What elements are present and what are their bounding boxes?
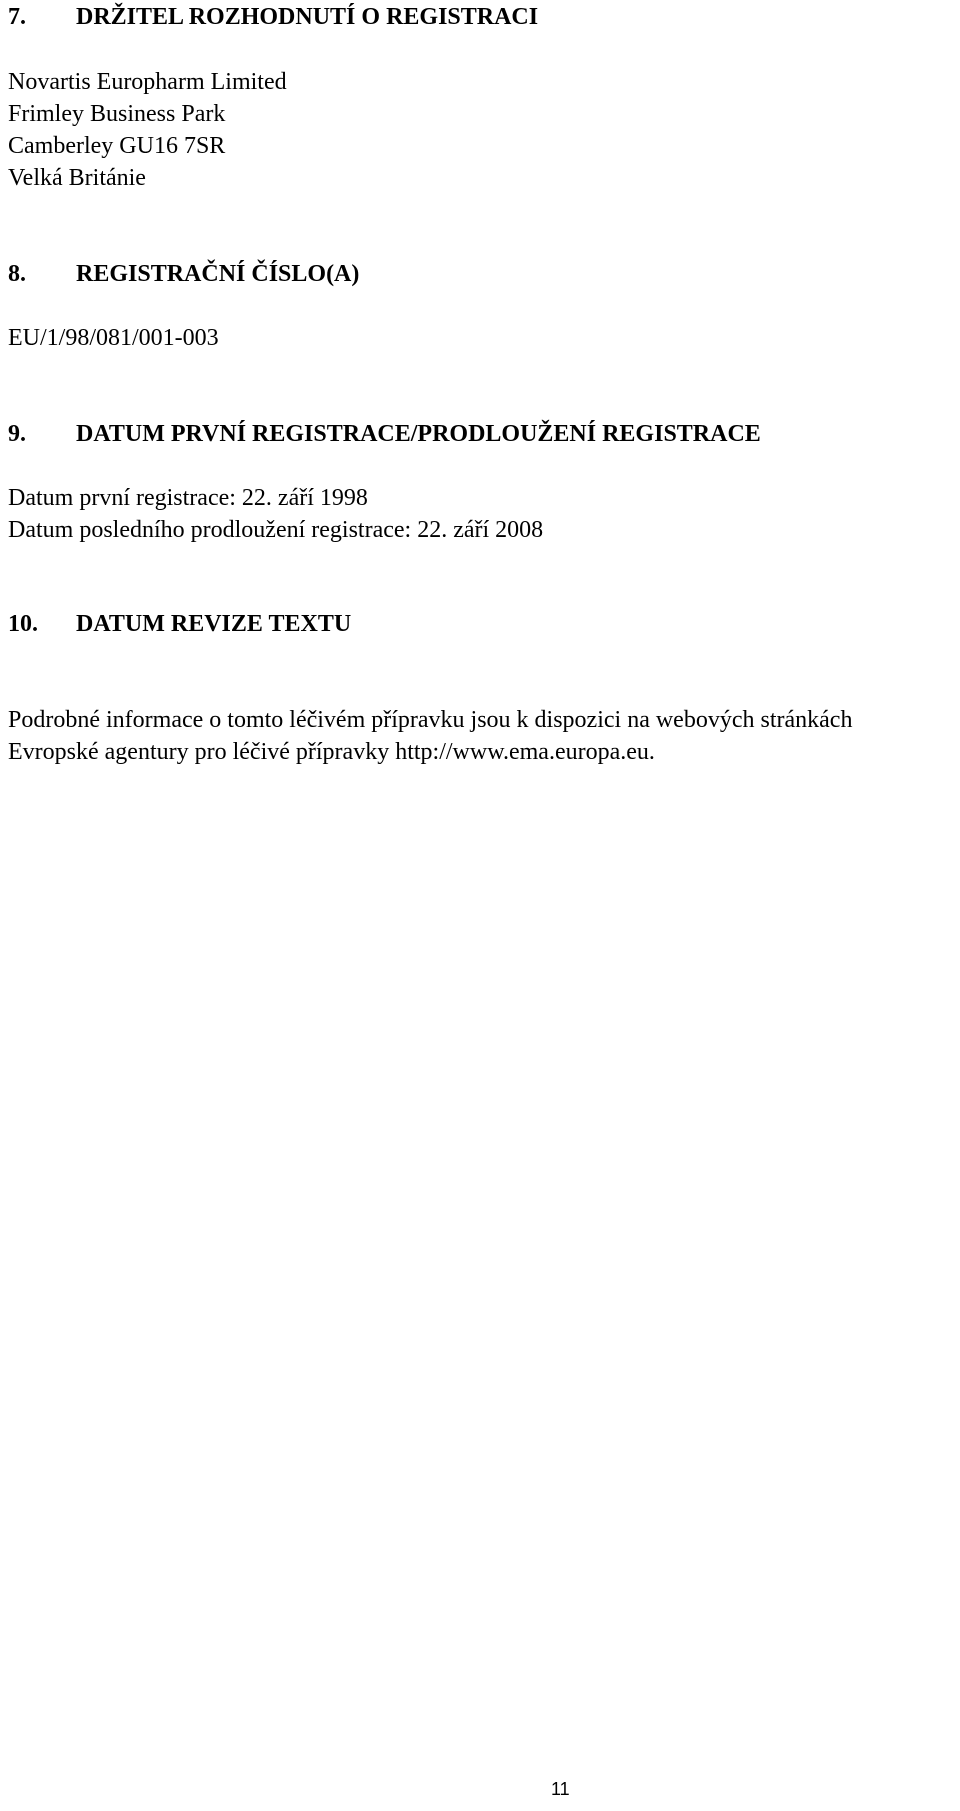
section-10-heading	[8, 608, 351, 640]
revision-info-line-2: Evropské agentury pro léčivé přípravky http://www.ema.europa.eu.	[8, 739, 655, 765]
section-7-heading	[8, 1, 538, 33]
section-9-heading	[8, 418, 761, 450]
section-number: 7.	[8, 4, 26, 30]
holder-address-line-2: Camberley GU16 7SR	[8, 133, 226, 159]
first-registration-date: Datum první registrace: 22. září 1998	[8, 485, 368, 511]
holder-country: Velká Británie	[8, 165, 146, 191]
page-number: 11	[551, 1779, 570, 1799]
holder-name: Novartis Europharm Limited	[8, 69, 287, 95]
section-8-heading	[8, 258, 359, 290]
registration-number: EU/1/98/081/001-003	[8, 325, 219, 351]
section-number: 9.	[8, 421, 26, 447]
section-number: 10.	[8, 611, 38, 637]
renewal-date: Datum posledního prodloužení registrace: 22. září 2008	[8, 517, 544, 543]
holder-address-line-1: Frimley Business Park	[8, 101, 226, 127]
section-number: 8.	[8, 261, 26, 287]
section-title: REGISTRAČNÍ ČÍSLO(A)	[76, 261, 360, 287]
section-title: DATUM PRVNÍ REGISTRACE/PRODLOUŽENÍ REGISTRACE	[76, 421, 761, 447]
section-title: DATUM REVIZE TEXTU	[76, 611, 352, 637]
section-title: DRŽITEL ROZHODNUTÍ O REGISTRACI	[76, 4, 539, 30]
revision-info-line-1: Podrobné informace o tomto léčivém přípravku jsou k dispozici na webových stránkách	[8, 707, 853, 733]
